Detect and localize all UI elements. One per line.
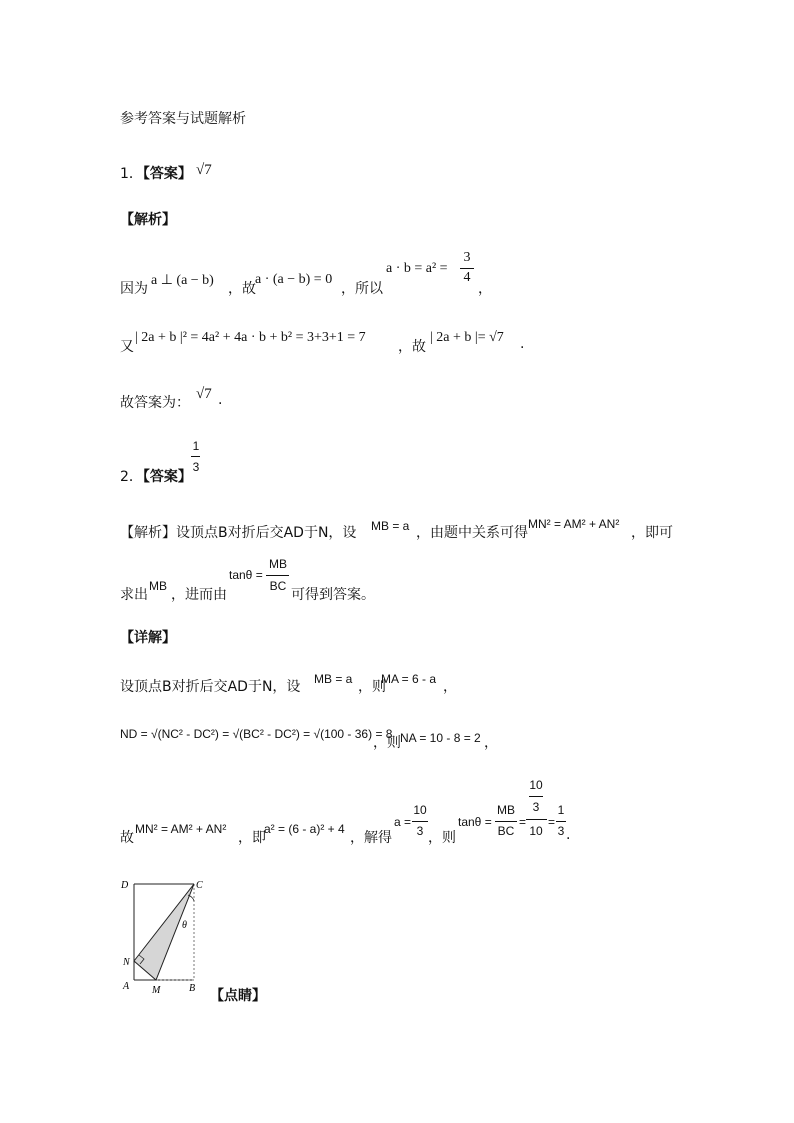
q1-answer-value: √7 xyxy=(196,162,212,178)
q2-detail-a: a = xyxy=(394,815,412,829)
q1-conclusion-end: . xyxy=(218,392,223,408)
q1-answer-label: 【答案】 xyxy=(142,166,192,182)
q2-detail-line3-a: 故 xyxy=(120,830,134,846)
q1-conclusion-prefix: 故答案为： xyxy=(120,395,190,411)
folded-triangle xyxy=(134,884,194,980)
q2-detail-line3-d: ，则 xyxy=(428,830,456,846)
q1-line2-mid: ，故 xyxy=(398,339,426,355)
q2-analysis-line2-c: 可得到答案。 xyxy=(291,587,375,603)
q2-number: 2． xyxy=(120,469,143,485)
q1-analysis-label: 【解析】 xyxy=(120,212,176,228)
label-m: M xyxy=(152,985,161,996)
q2-analysis-line2-b: ，进而由 xyxy=(171,587,227,603)
q1-dot-expr: a · (a − b) = 0 xyxy=(255,272,333,287)
q2-detail-eq2: a² = (6 - a)² + 4 xyxy=(264,822,345,836)
q2-detail-big-num-bottom: 3 xyxy=(532,800,540,814)
label-b: B xyxy=(189,983,196,994)
q2-detail-nd: ND = √(NC² - DC²) = √(BC² - DC²) = √(100 - 36) = 8 xyxy=(120,727,393,741)
q2-remark-label: 【点睛】 xyxy=(210,988,266,1004)
q1-line1-so: ，所以 xyxy=(341,281,383,297)
q2-analysis-text-a: 【解析】设顶点B对折后交AD于N，设 xyxy=(120,525,357,541)
q2-answer-num: 1 xyxy=(192,439,200,453)
q2-detail-a-den: 3 xyxy=(416,824,424,838)
q2-detail-big-inner-line xyxy=(529,796,543,797)
q1-line2-expr: | 2a + b |² = 4a² + 4a · b + b² = 3+3+1 = 7 xyxy=(135,330,366,345)
q1-frac-den: 4 xyxy=(463,270,471,285)
q1-number: 1． xyxy=(120,166,143,182)
label-c: C xyxy=(196,880,203,891)
q1-result-expr: a · b = a² = xyxy=(386,261,448,276)
q1-conclusion-value: √7 xyxy=(196,386,212,402)
q2-answer-den: 3 xyxy=(192,460,200,474)
q2-detail-tan-frac-line xyxy=(495,821,517,822)
q1-line2-result: | 2a + b |= √7 xyxy=(430,330,504,345)
q2-analysis-tan: tanθ = xyxy=(229,568,263,582)
q2-detail-line3-c: ，解得 xyxy=(350,830,392,846)
q1-frac-line xyxy=(460,268,474,269)
page-title: 参考答案与试题解析 xyxy=(120,111,246,127)
q2-detail-line3-b: ，即 xyxy=(238,830,266,846)
q2-detail-final-den: 3 xyxy=(557,824,565,838)
q2-analysis-text-c: ，即可 xyxy=(631,525,673,541)
label-theta: θ xyxy=(182,920,187,931)
q2-detail-line1-c: ， xyxy=(443,679,457,695)
q2-answer-label: 【答案】 xyxy=(142,469,192,485)
q2-detail-big-den: 10 xyxy=(529,824,543,838)
q2-detail-label: 【详解】 xyxy=(120,630,176,646)
q2-detail-na: NA = 10 - 8 = 2 xyxy=(400,731,481,745)
q2-analysis-mb: MB = a xyxy=(371,519,410,533)
q2-analysis-line1 xyxy=(120,522,356,542)
q2-analysis-tan-frac-line xyxy=(266,575,289,576)
q2-analysis-tan-num: MB xyxy=(269,557,287,571)
q1-line1-mid: ，故 xyxy=(228,281,256,297)
q2-analysis-line2-mb: MB xyxy=(149,579,167,593)
q2-detail-tan-eq2: = xyxy=(548,815,556,829)
q2-answer-line xyxy=(120,466,192,486)
q2-detail-big-num-top: 10 xyxy=(529,778,543,792)
q2-detail-tan-eq: = xyxy=(519,815,527,829)
q2-detail-tan-den: BC xyxy=(497,824,515,838)
folded-rectangle-diagram xyxy=(118,875,218,1000)
q1-frac-num: 3 xyxy=(463,250,471,265)
q2-detail-eq: MN² = AM² + AN² xyxy=(135,822,227,836)
q2-analysis-eq: MN² = AM² + AN² xyxy=(528,517,620,531)
label-d: D xyxy=(121,880,129,891)
q2-detail-line3-end: . xyxy=(566,827,571,843)
q1-line2-prefix: 又 xyxy=(120,339,134,355)
q1-perp-expr: a ⊥ (a − b) xyxy=(151,273,214,288)
q2-detail-line1-a: 设顶点B对折后交AD于N，设 xyxy=(120,679,301,695)
label-n: N xyxy=(123,957,130,968)
q2-detail-tan-num: MB xyxy=(497,803,515,817)
q2-detail-line2-c: ， xyxy=(484,735,498,751)
q2-detail-a-num: 10 xyxy=(413,803,427,817)
q2-detail-big-frac-line xyxy=(526,819,547,820)
q2-analysis-tan-den: BC xyxy=(269,579,287,593)
q2-detail-a-frac-line xyxy=(412,821,428,822)
q1-line1-prefix: 因为 xyxy=(120,281,148,297)
q2-detail-line2-b: ，则 xyxy=(373,735,401,751)
q2-answer-frac-line xyxy=(191,456,200,457)
label-a: A xyxy=(123,981,130,992)
q1-line2-end: . xyxy=(520,336,525,352)
q1-line1-end: ， xyxy=(478,281,492,297)
q2-detail-final-frac-line xyxy=(556,821,566,822)
q1-answer-line xyxy=(120,163,192,183)
q2-detail-final-num: 1 xyxy=(557,803,565,817)
q2-detail-ma: MA = 6 - a xyxy=(381,672,437,686)
q2-analysis-line2-a: 求出 xyxy=(120,587,148,603)
q2-analysis-text-b: ，由题中关系可得 xyxy=(416,525,528,541)
q2-detail-tan: tanθ = xyxy=(458,815,492,829)
q2-detail-line1-b: ，则 xyxy=(358,679,386,695)
q2-detail-mb: MB = a xyxy=(314,672,353,686)
